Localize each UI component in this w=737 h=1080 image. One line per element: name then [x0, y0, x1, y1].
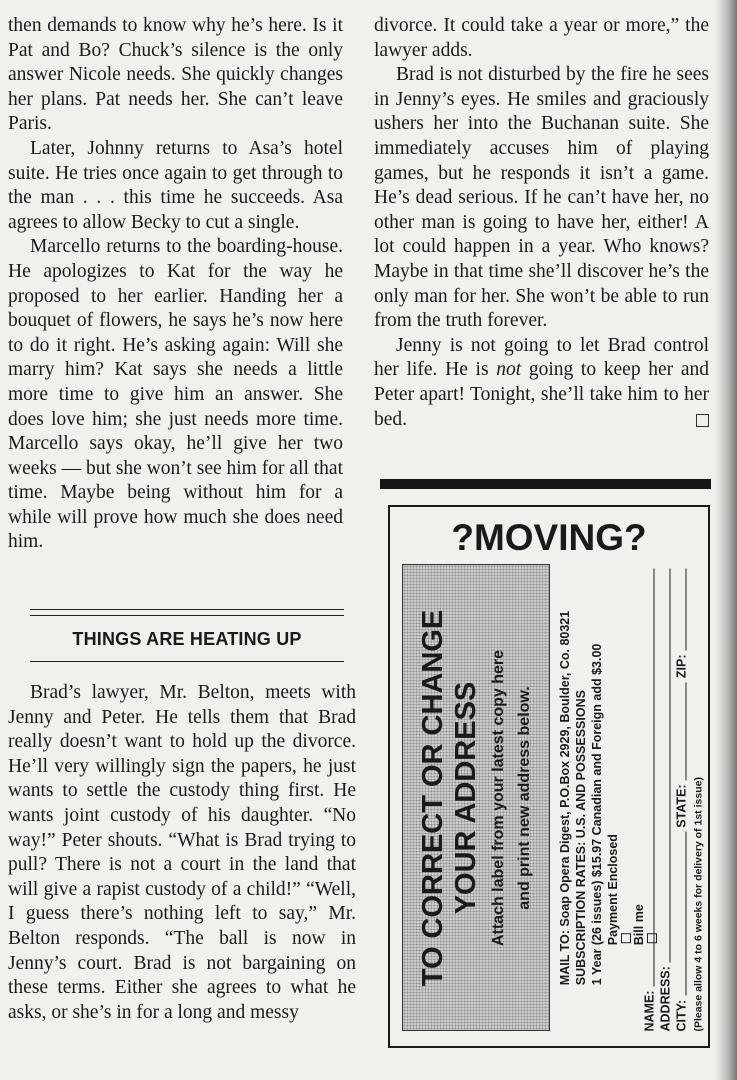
paragraph: Brad’s lawyer, Mr. Belton, meets with Jenny and Peter. He tells them that Brad really doesn’t want to hold up the divorce. He’ll very willingly sign the papers, he just wants to settle the custody thing first. He wants joint custody of his daughter. “No way!” Peter shouts. “What is Brad trying to pull? There is not a court in the land that will give a rapist custody of a child!” “Well, I guess there’s nothing left to say,” Mr. Belton responds. “The ball is now in Jenny’s court. Brad is not bargaining on these terms. Either she agrees to what he asks, or she’s in for a long and messy	[8, 682, 356, 1023]
rates-line: 1 Year (26 issues) $15.97 Canadian and Foreign add $3.00	[590, 643, 604, 985]
paragraph: Marcello returns to the boarding-house. He apologizes to Kat for the way he proposed to her earlier. Handing her a bouquet of flowers, he says he’s now here to do it right. He’s asking again: Will she marry him? Kat says she needs a little more time to give him an answer. She does love him; she just needs more time. Marcello says okay, he’ll give her two weeks — but she won’t see him for all that time. Maybe being without him for a while will prove how much she does need him.	[8, 236, 343, 553]
left-column	[8, 14, 343, 555]
section-divider-bottom	[30, 661, 344, 662]
address-row[interactable]: ADDRESS:	[658, 564, 674, 1031]
ad-title: ?MOVING?	[451, 517, 647, 558]
address-form	[642, 564, 706, 1031]
address-label-area[interactable]	[402, 564, 550, 1031]
section-divider-top	[30, 609, 344, 616]
rates-label: SUBSCRIPTION RATES: U.S. AND POSSESSIONS	[574, 689, 588, 985]
ad-headline-2: YOUR ADDRESS	[450, 681, 482, 914]
address-form-fields	[642, 564, 707, 1031]
paragraph: divorce. It could take a year or more,” the lawyer adds.	[374, 15, 709, 61]
subscription-ad	[388, 505, 710, 1048]
paragraph: then demands to know why he’s here. Is it Pat and Bo? Chuck’s silence is the only answer Nicole needs. She quickly changes her plans. Pat needs her. She can’t leave Paris.	[8, 15, 343, 135]
emphasis: not	[496, 359, 522, 381]
ad-headline-1: TO CORRECT OR CHANGE	[417, 609, 449, 986]
paragraph: Later, Johnny returns to Asa’s hotel suite. He tries once again to get through to the man . . . this time he succeeds. Asa agrees to allow Becky to cut a single.	[8, 137, 343, 233]
payment-options: Payment Enclosed Bill me	[605, 610, 657, 984]
ad-subline-2: and print new address below.	[516, 685, 533, 910]
delivery-note: (Please allow 4 to 6 weeks for delivery of 1st issue)	[692, 776, 705, 1031]
section-body	[8, 681, 356, 1025]
paragraph-final	[374, 334, 709, 432]
mail-to: MAIL TO: Soap Opera Digest, P.O.Box 2929, Boulder, Co. 80321	[558, 610, 572, 985]
ad-subline-1: Attach label from your latest copy here	[490, 649, 507, 946]
end-mark-icon	[696, 414, 709, 427]
paragraph-text: Jenny is not going to let Brad control her life. He is not going to keep her and Peter apart! Tonight, she’ll take him to her bed.	[374, 334, 709, 430]
section-heading: THINGS ARE HEATING UP	[72, 629, 302, 649]
payment-checkbox[interactable]	[621, 933, 631, 943]
paragraph: Brad is not disturbed by the fire he sees in Jenny’s eyes. He smiles and graciously ushers her into the Buchanan suite. She immediately accuses him of playing games, but he responds it isn’t a game. He’s dead serious. If he can’t have her, no other man is going to have her, either! A lot could happen in a year. Who knows? Maybe in that time she’ll discover he’s the only man for her. She won’t be able to run from the truth forever.	[374, 64, 709, 332]
page-binding-shadow	[715, 0, 737, 1080]
ad-main-text	[417, 609, 535, 985]
right-column	[374, 14, 709, 432]
column-divider-bar	[380, 479, 711, 489]
name-row[interactable]: NAME:	[642, 564, 658, 1031]
city-state-zip-row[interactable]: CITY: STATE: ZIP:	[674, 564, 690, 1031]
